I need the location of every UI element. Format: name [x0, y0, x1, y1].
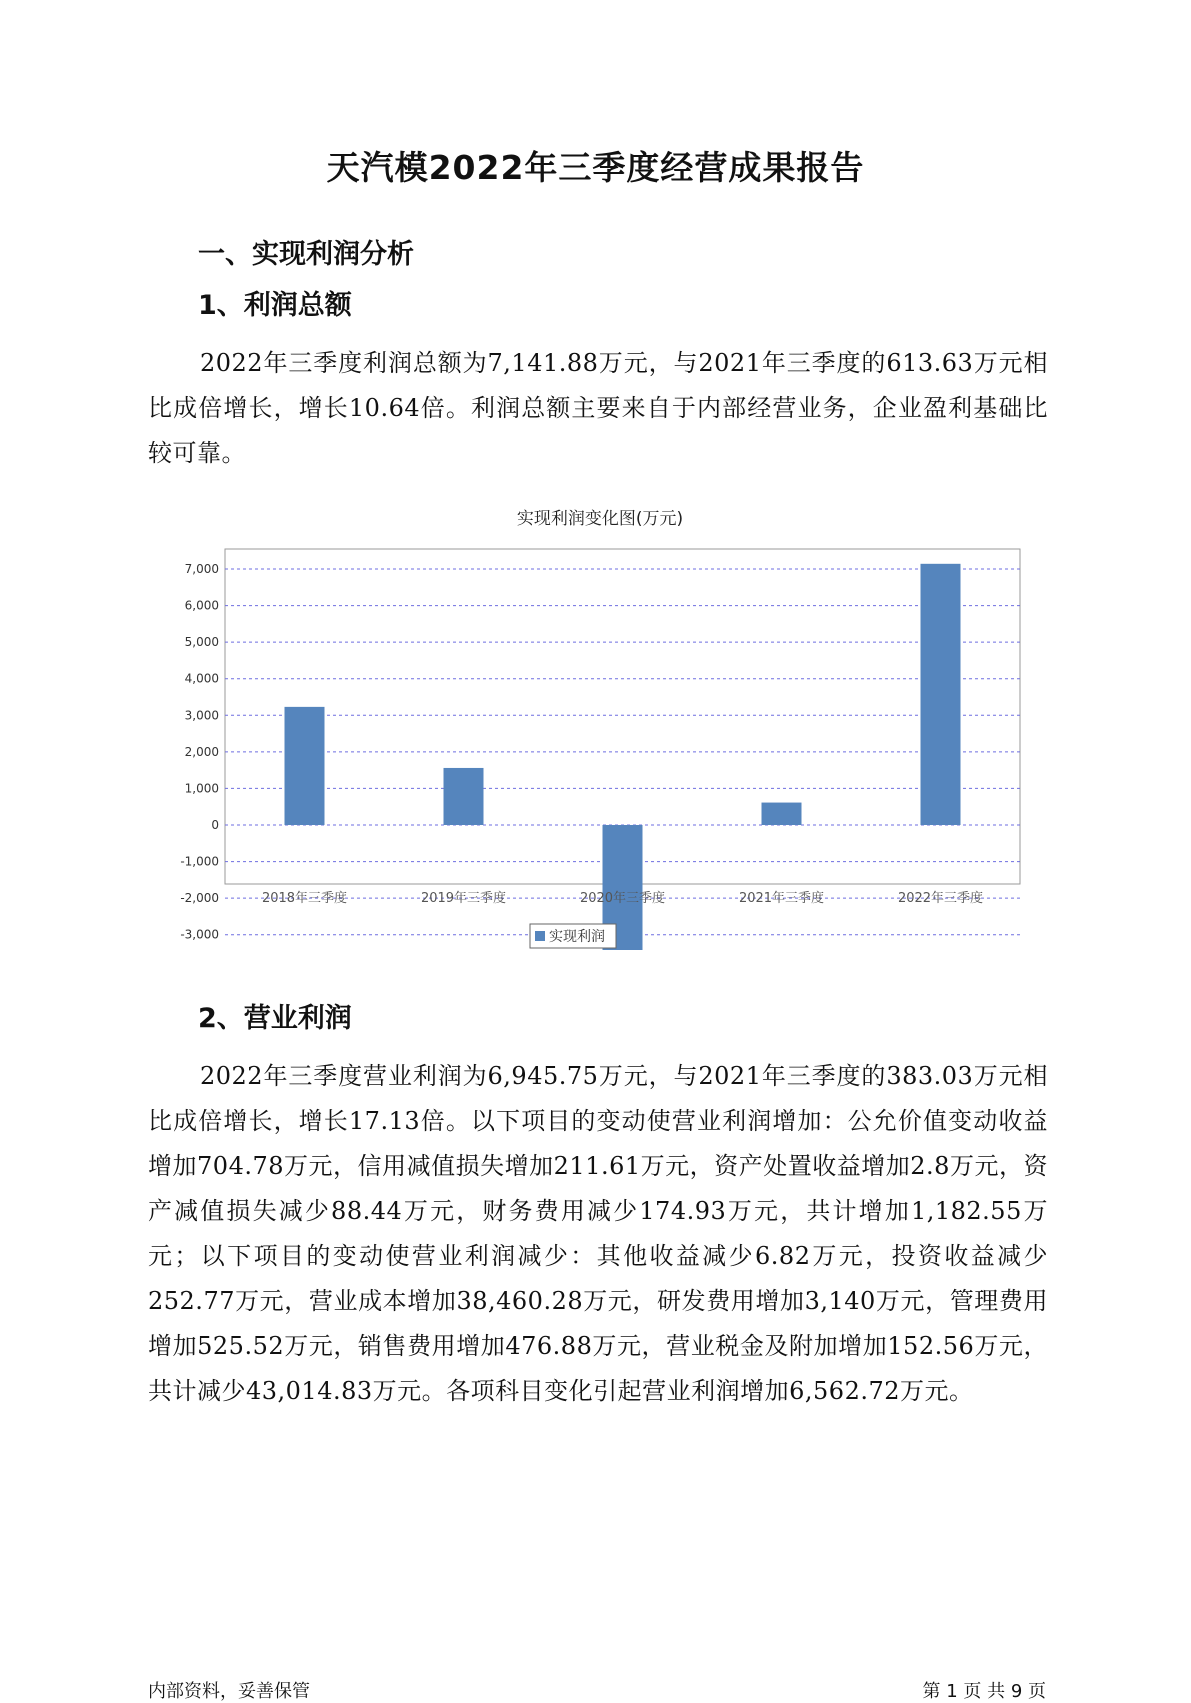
legend-swatch	[535, 931, 545, 941]
profit-bar-chart	[160, 505, 1040, 950]
total-profit-paragraph: 2022年三季度利润总额为7,141.88万元，与2021年三季度的613.63万元相比成倍增长，增长10.64倍。利润总额主要来自于内部经营业务，企业盈利基础比较可靠。	[148, 349, 1048, 467]
x-tick-label: 2019年三季度	[420, 891, 507, 906]
y-tick-label: 3,000	[184, 708, 219, 723]
bar	[285, 707, 325, 825]
subsection-heading-total-profit: 1、利润总额	[198, 290, 352, 321]
footer-page-number: 第 1 页 共 9 页	[922, 1681, 1046, 1702]
y-tick-label: 7,000	[184, 562, 219, 576]
section-heading-profit-analysis: 一、实现利润分析	[198, 239, 414, 270]
subsection-heading-operating-profit: 2、营业利润	[198, 1003, 352, 1034]
y-tick-label: 1,000	[184, 781, 219, 796]
y-tick-label: -3,000	[180, 927, 219, 942]
bar	[762, 803, 802, 825]
chart-title: 实现利润变化图(万元)	[516, 509, 684, 529]
legend-label: 实现利润	[549, 929, 605, 945]
document-title: 天汽模2022年三季度经营成果报告	[326, 148, 865, 187]
x-tick-label: 2020年三季度	[579, 891, 666, 906]
y-tick-label: -1,000	[180, 854, 219, 869]
bar	[921, 564, 961, 825]
profit-chart	[160, 505, 1040, 950]
y-tick-label: 2,000	[184, 744, 219, 759]
x-tick-label: 2018年三季度	[261, 891, 348, 906]
chart-legend	[530, 924, 616, 948]
y-tick-label: 0	[211, 818, 219, 832]
y-axis-ticks	[180, 562, 219, 950]
y-tick-label: -2,000	[180, 891, 219, 906]
footer-confidential-note: 内部资料，妥善保管	[148, 1681, 310, 1702]
y-tick-label: 5,000	[184, 635, 219, 650]
operating-profit-paragraph: 2022年三季度营业利润为6,945.75万元，与2021年三季度的383.03万元相比成倍增长，增长17.13倍。以下项目的变动使营业利润增加：公允价值变动收益增加704.78万元，信用减值损失增加211.61万元，资产处置收益增加2.8万元，资产减值损失减少88.44万元，财务费用减少174.93万元，共计增加1,182.55万元；以下项目的变动使营业利润减少：其他收益减少6.82万元，投资收益减少252.77万元，营业成本增加38,460.28万元，研发费用增加3,140万元，管理费用增加525.52万元，销售费用增加476.88万元，营业税金及附加增加152.56万元，共计减少43,014.83万元。各项科目变化引起营业利润增加6,562.72万元。	[148, 1062, 1048, 1405]
x-tick-label: 2022年三季度	[897, 891, 984, 906]
y-tick-label: 4,000	[184, 671, 219, 686]
x-tick-label: 2021年三季度	[738, 891, 825, 906]
y-tick-label: 6,000	[184, 598, 219, 613]
bar	[444, 768, 484, 825]
